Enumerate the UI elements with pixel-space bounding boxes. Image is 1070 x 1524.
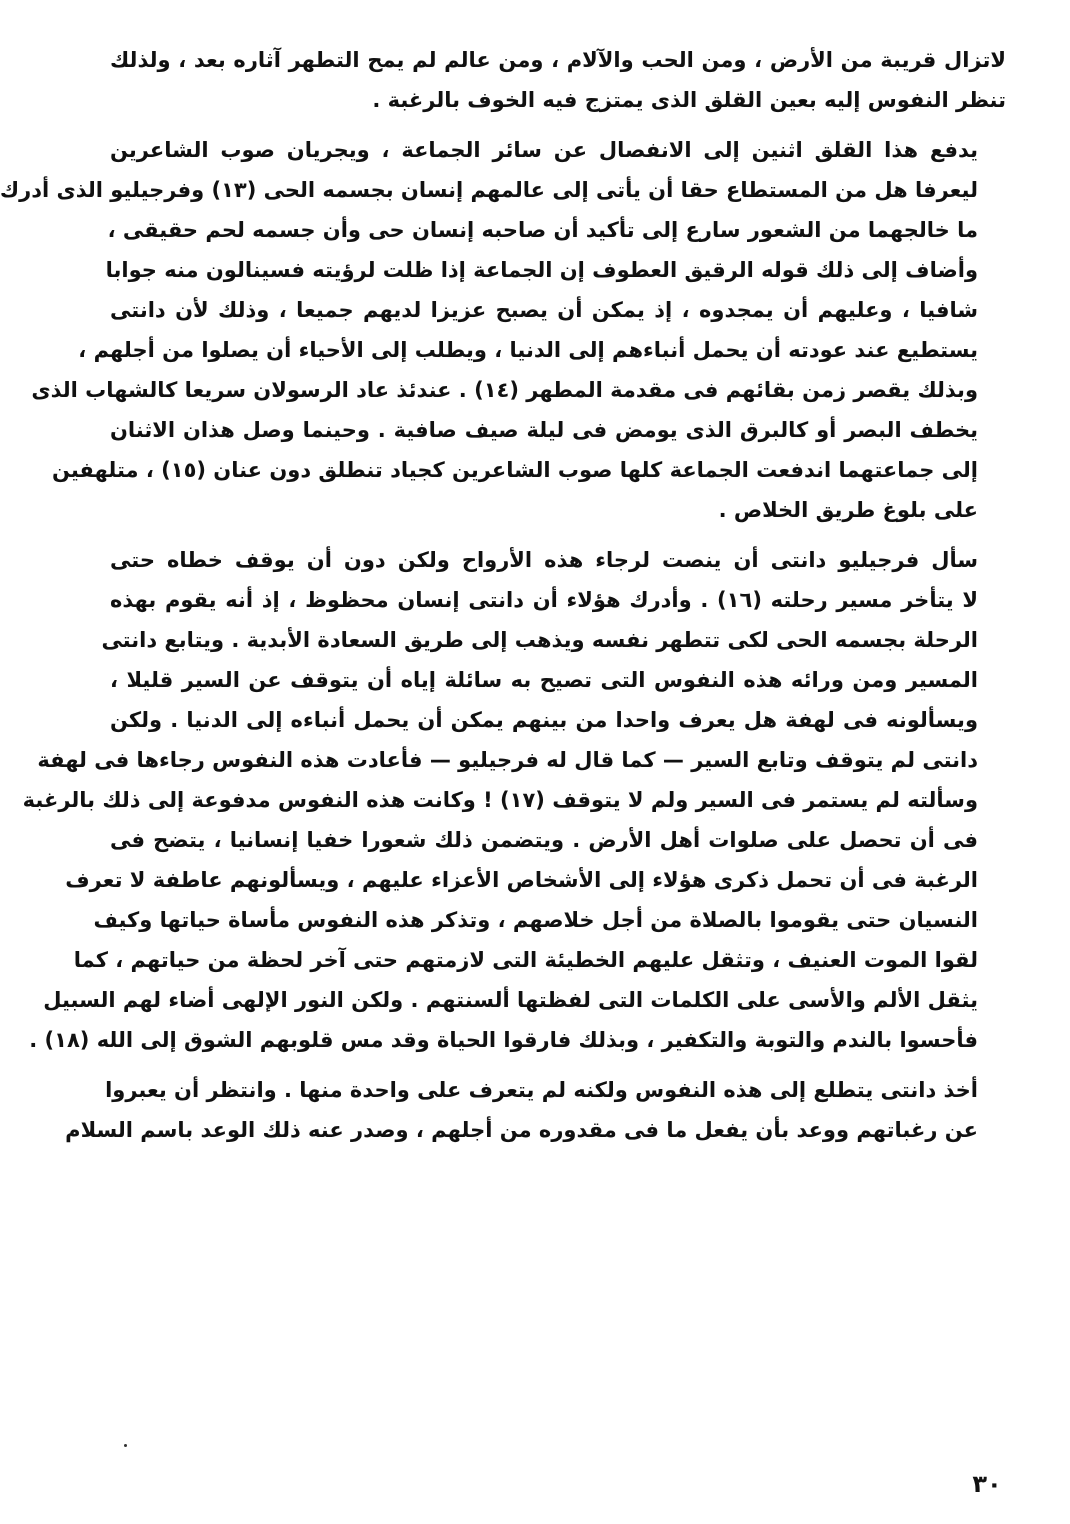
text-line: يثقل الألم والأسى على الكلمات التى لفظتها ألسنتهم . ولكن النور الإلهى أضاء لهم السبيل	[43, 988, 978, 1012]
text-line: أخذ دانتى يتطلع إلى هذه النفوس ولكنه لم يتعرف على واحدة منها . وانتظر أن يعبروا	[105, 1078, 978, 1102]
text-line: لا يتأخر مسير رحلته (١٦) . وأدرك هؤلاء أن دانتى إنسان محظوظ ، إذ أنه يقوم بهذه	[110, 588, 978, 612]
text-line: لقوا الموت العنيف ، وتثقل عليهم الخطيئة التى لازمتهم حتى آخر لحظة من حياتهم ، كما	[73, 948, 978, 972]
text-line: وبذلك يقصر زمن بقائهم فى مقدمة المطهر (١٤) . عندئذ عاد الرسولان سريعا كالشهاب الذى	[31, 378, 978, 402]
text-line: سأل فرجيليو دانتى أن ينصت لرجاء هذه الأرواح ولكن دون أن يوقف خطاه حتى	[110, 548, 978, 572]
text-line: ليعرفا هل من المستطاع حقا أن يأتى إلى عالمهم إنسان بجسمه الحى (١٣) وفرجيليو الذى أدرك	[0, 178, 978, 202]
text-line: النسيان حتى يقوموا بالصلاة من أجل خلاصهم ، وتذكر هذه النفوس مأساة حياتها وكيف	[93, 908, 978, 932]
paragraph	[0, 130, 1006, 530]
text-line: وأضاف إلى ذلك قوله الرقيق العطوف إن الجماعة إذا ظلت لرؤيته فسينالون منه جوابا	[105, 258, 978, 282]
book-page	[0, 40, 1006, 1480]
text-line: إلى جماعتهما اندفعت الجماعة كلها صوب الشاعرين كجياد تنطلق دون عنان (١٥) ، متلهفين	[51, 458, 978, 482]
text-line: ما خالجهما من الشعور سارع إلى تأكيد أن صاحبه إنسان حى وأن جسمه لحم حقيقى ،	[107, 218, 978, 242]
text-line: الرغبة فى أن تحمل ذكرى هؤلاء إلى الأشخاص الأعزاء عليهم ، ويسألونهم عاطفة لا تعرف	[65, 868, 978, 892]
text-line: دانتى لم يتوقف وتابع السير — كما قال له فرجيليو — فأعادت هذه النفوس رجاءها فى لهفة	[37, 748, 978, 772]
text-line: تنظر النفوس إليه بعين القلق الذى يمتزج فيه الخوف بالرغبة .	[372, 88, 1006, 112]
page-body-text	[0, 40, 1006, 1150]
text-line: لاتزال قريبة من الأرض ، ومن الحب والآلام ، ومن عالم لم يمح التطهر آثاره بعد ، ولذلك	[110, 48, 1006, 72]
text-line: عن رغباتهم ووعد بأن يفعل ما فى مقدوره من أجلهم ، وصدر عنه ذلك الوعد باسم السلام	[65, 1118, 978, 1142]
text-line: يدفع هذا القلق اثنين إلى الانفصال عن سائر الجماعة ، ويجريان صوب الشاعرين	[110, 138, 978, 162]
text-line: المسير ومن ورائه هذه النفوس التى تصيح به سائلة إياه أن يتوقف عن السير قليلا ،	[110, 668, 978, 692]
text-line: يخطف البصر أو كالبرق الذى يومض فى ليلة صيف صافية . وحينما وصل هذان الاثنان	[110, 418, 978, 442]
text-line: على بلوغ طريق الخلاص .	[718, 498, 978, 522]
paragraph	[110, 40, 1006, 120]
text-line: فى أن تحصل على صلوات أهل الأرض . ويتضمن ذلك شعورا خفيا إنسانيا ، يتضح فى	[110, 828, 978, 852]
paragraph	[22, 540, 1006, 1060]
paragraph	[65, 1070, 1006, 1150]
text-line: ويسألونه فى لهفة هل يعرف واحدا من بينهم يمكن أن يحمل أنباءه إلى الدنيا . ولكن	[110, 708, 978, 732]
text-line: يستطيع عند عودته أن يحمل أنباءهم إلى الدنيا ، ويطلب إلى الأحياء أن يصلوا من أجلهم ،	[78, 338, 978, 362]
text-line: شافيا ، وعليهم أن يمجدوه ، إذ يمكن أن يصبح عزيزا لديهم جميعا ، وذلك لأن دانتى	[110, 298, 978, 322]
margin-speck	[124, 1444, 127, 1447]
page-number: ٣٠	[972, 1470, 1002, 1498]
text-line: الرحلة بجسمه الحى لكى تتطهر نفسه ويذهب إلى طريق السعادة الأبدية . ويتابع دانتى	[101, 628, 978, 652]
text-line: وسألته لم يستمر فى السير ولم لا يتوقف (١٧) ! وكانت هذه النفوس مدفوعة إلى ذلك بالرغبة	[22, 788, 978, 812]
text-line: فأحسوا بالندم والتوبة والتكفير ، وبذلك فارقوا الحياة وقد مس قلوبهم الشوق إلى الله (١٨) .	[29, 1028, 978, 1052]
